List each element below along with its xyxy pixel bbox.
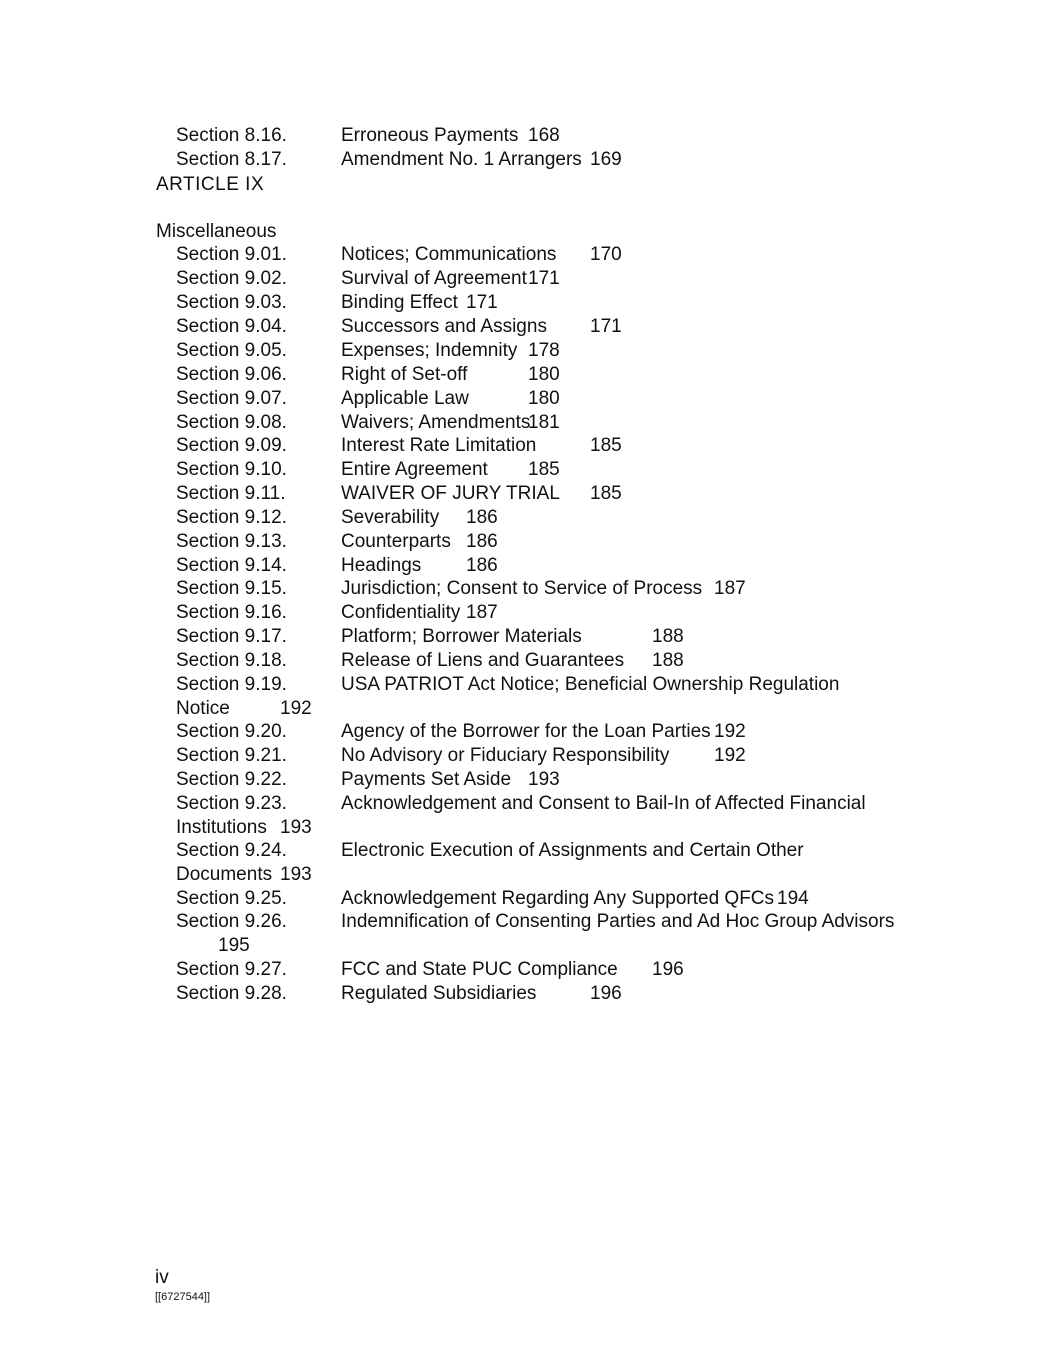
toc-page-number: 196: [652, 959, 684, 980]
toc-page-number: 192: [714, 721, 746, 742]
toc-section-number: Section 9.06.: [176, 364, 287, 385]
toc-section-number: Section 9.23.: [176, 793, 287, 814]
toc-section-title-continuation: Notice: [176, 698, 230, 719]
toc-section-title: Release of Liens and Guarantees: [341, 650, 625, 671]
toc-section-title: FCC and State PUC Compliance: [341, 959, 618, 980]
toc-page-number: 195: [218, 935, 250, 956]
toc-page-number: 168: [528, 125, 560, 146]
toc-section-title: Acknowledgement and Consent to Bail-In of Affected Financial: [341, 793, 866, 814]
toc-section-number: Section 9.16.: [176, 602, 287, 623]
toc-page-number: 178: [528, 340, 560, 361]
toc-section-title: Payments Set Aside: [341, 769, 512, 790]
toc-section-title-continuation: Documents: [176, 864, 273, 885]
toc-section-number: Section 9.13.: [176, 531, 287, 552]
toc-section-title: Applicable Law: [341, 388, 469, 409]
toc-section-title: Binding Effect: [341, 292, 458, 313]
toc-section-number: Section 9.25.: [176, 888, 287, 909]
article-heading: ARTICLE IX: [156, 174, 265, 195]
toc-page-number: 180: [528, 364, 560, 385]
footer-page-number: iv: [155, 1267, 169, 1288]
toc-section-title: Successors and Assigns: [341, 316, 547, 337]
toc-page-number: 193: [280, 864, 312, 885]
toc-page-number: 181: [528, 412, 560, 433]
toc-page-number: 192: [280, 698, 312, 719]
toc-section-title: Erroneous Payments: [341, 125, 519, 146]
toc-section-number: Section 9.19.: [176, 674, 287, 695]
toc-page-number: 187: [714, 578, 746, 599]
toc-section-number: Section 8.17.: [176, 149, 287, 170]
toc-page-number: 188: [652, 626, 684, 647]
toc-section-number: Section 9.11.: [176, 483, 286, 504]
toc-section-number: Section 9.10.: [176, 459, 287, 480]
toc-section-number: Section 9.24.: [176, 840, 287, 861]
toc-section-number: Section 9.01.: [176, 244, 287, 265]
toc-section-title: WAIVER OF JURY TRIAL: [341, 483, 560, 504]
toc-section-number: Section 9.27.: [176, 959, 287, 980]
toc-page-number: 186: [466, 555, 498, 576]
toc-section-number: Section 9.12.: [176, 507, 287, 528]
toc-page-number: 185: [528, 459, 560, 480]
toc-page-number: 170: [590, 244, 622, 265]
toc-section-title: Agency of the Borrower for the Loan Parties: [341, 721, 711, 742]
toc-page-number: 194: [777, 888, 809, 909]
toc-section-number: Section 9.08.: [176, 412, 287, 433]
toc-section-title: Interest Rate Limitation: [341, 435, 537, 456]
toc-section-number: Section 8.16.: [176, 125, 287, 146]
toc-section-title: Counterparts: [341, 531, 451, 552]
toc-section-title: USA PATRIOT Act Notice; Beneficial Ownership Regulation: [341, 674, 840, 695]
toc-section-title: Entire Agreement: [341, 459, 488, 480]
toc-section-number: Section 9.20.: [176, 721, 287, 742]
toc-section-number: Section 9.14.: [176, 555, 287, 576]
toc-section-number: Section 9.03.: [176, 292, 287, 313]
toc-section-title: Platform; Borrower Materials: [341, 626, 582, 647]
toc-section-title: Severability: [341, 507, 440, 528]
toc-section-number: Section 9.15.: [176, 578, 287, 599]
toc-page-number: 186: [466, 531, 498, 552]
toc-section-title: Survival of Agreement: [341, 268, 527, 289]
footer-document-id: [[6727544]]: [155, 1291, 211, 1303]
toc-section-title: Expenses; Indemnity: [341, 340, 518, 361]
toc-section-number: Section 9.17.: [176, 626, 287, 647]
toc-page-number: 186: [466, 507, 498, 528]
toc-section-title: Notices; Communications: [341, 244, 557, 265]
toc-page-number: 171: [528, 268, 560, 289]
toc-page-number: 187: [466, 602, 498, 623]
toc-section-number: Section 9.22.: [176, 769, 287, 790]
toc-section-title: Jurisdiction; Consent to Service of Process: [341, 578, 703, 599]
toc-page-number: 196: [590, 983, 622, 1004]
toc-page-number: 169: [590, 149, 622, 170]
toc-section-number: Section 9.04.: [176, 316, 287, 337]
toc-section-title: Right of Set-off: [341, 364, 468, 385]
toc-page-number: 192: [714, 745, 746, 766]
toc-section-number: Section 9.28.: [176, 983, 287, 1004]
toc-page-number: 171: [466, 292, 498, 313]
toc-section-title: No Advisory or Fiduciary Responsibility: [341, 745, 670, 766]
toc-section-title: Headings: [341, 555, 422, 576]
toc-page-number: 180: [528, 388, 560, 409]
toc-section-title: Indemnification of Consenting Parties and Ad Hoc Group Advisors: [341, 911, 895, 932]
toc-section-title: Waivers; Amendments: [341, 412, 531, 433]
toc-page-number: 185: [590, 435, 622, 456]
article-subheading: Miscellaneous: [156, 221, 277, 242]
toc-section-number: Section 9.07.: [176, 388, 287, 409]
toc-page-number: 193: [528, 769, 560, 790]
toc-section-title-continuation: Institutions: [176, 817, 267, 838]
toc-page-number: 188: [652, 650, 684, 671]
toc-page-number: 193: [280, 817, 312, 838]
toc-section-number: Section 9.18.: [176, 650, 287, 671]
toc-section-title: Electronic Execution of Assignments and Certain Other: [341, 840, 804, 861]
toc-page-number: 185: [590, 483, 622, 504]
toc-section-number: Section 9.05.: [176, 340, 287, 361]
toc-page-number: 171: [590, 316, 622, 337]
toc-section-number: Section 9.21.: [176, 745, 287, 766]
toc-section-title: Acknowledgement Regarding Any Supported QFCs: [341, 888, 775, 909]
toc-section-title: Confidentiality: [341, 602, 461, 623]
toc-section-number: Section 9.02.: [176, 268, 287, 289]
toc-section-number: Section 9.26.: [176, 911, 287, 932]
toc-section-title: Amendment No. 1 Arrangers: [341, 149, 582, 170]
toc-section-number: Section 9.09.: [176, 435, 287, 456]
toc-section-title: Regulated Subsidiaries: [341, 983, 537, 1004]
